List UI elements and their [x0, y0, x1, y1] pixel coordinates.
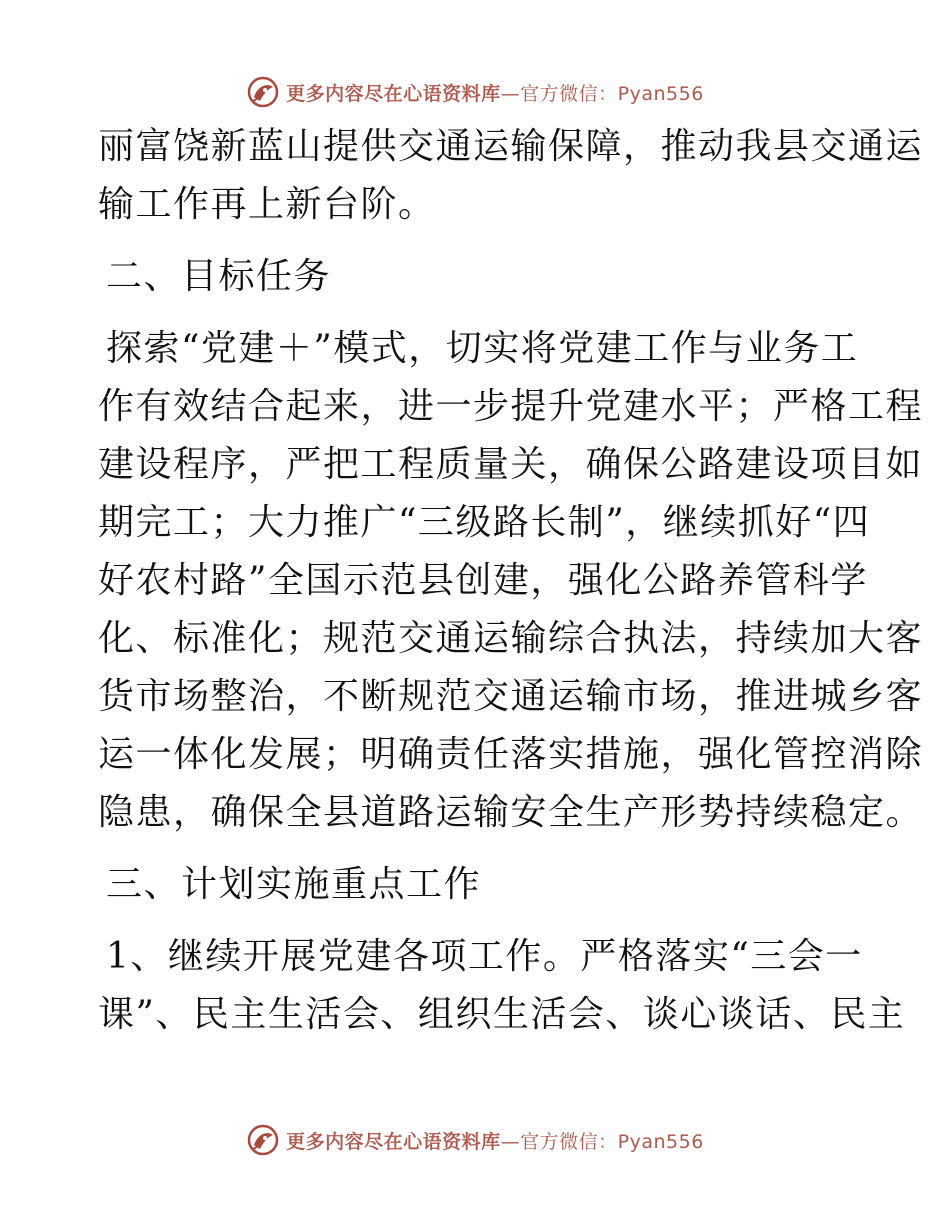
section-heading: 三、计划实施重点工作: [106, 864, 482, 905]
paragraph-line: 期完工；大力推广“三级路长制”，继续抓好“四: [98, 502, 871, 543]
paragraph-line: 货市场整治，不断规范交通运输市场，推进城乡客: [98, 676, 924, 717]
section-heading: 二、目标任务: [106, 256, 332, 297]
footer-watermark: [0, 1120, 950, 1160]
paragraph-line: 丽富饶新蓝山提供交通运输保障，推动我县交通运: [98, 126, 924, 167]
paragraph-line: 作有效结合起来，进一步提升党建水平；严格工程: [98, 386, 924, 427]
header-watermark: [0, 72, 950, 112]
paragraph-line: 课”、民主生活会、组织生活会、谈心谈话、民主: [98, 994, 906, 1035]
paragraph-line: 1、继续开展党建各项工作。严格落实“三会一: [106, 936, 863, 977]
pen-nib-logo-icon: [246, 1123, 280, 1157]
paragraph-line: 化、标准化；规范交通运输综合执法，持续加大客: [98, 618, 924, 659]
watermark-text: 更多内容尽在心语资料库—官方微信：Pyan556: [286, 1130, 704, 1153]
paragraph-line: 探索“党建＋”模式，切实将党建工作与业务工: [106, 328, 859, 369]
paragraph-line: 建设程序，严把工程质量关，确保公路建设项目如: [98, 444, 924, 485]
paragraph-line: 隐患，确保全县道路运输安全生产形势持续稳定。: [98, 792, 924, 833]
document-body: [98, 118, 924, 1044]
paragraph-line: 输工作再上新台阶。: [98, 184, 436, 225]
pen-nib-logo-icon: [246, 75, 280, 109]
paragraph-line: 好农村路”全国示范县创建，强化公路养管科学: [98, 560, 868, 601]
paragraph-line: 运一体化发展；明确责任落实措施，强化管控消除: [98, 734, 924, 775]
watermark-text: 更多内容尽在心语资料库—官方微信：Pyan556: [286, 82, 704, 105]
